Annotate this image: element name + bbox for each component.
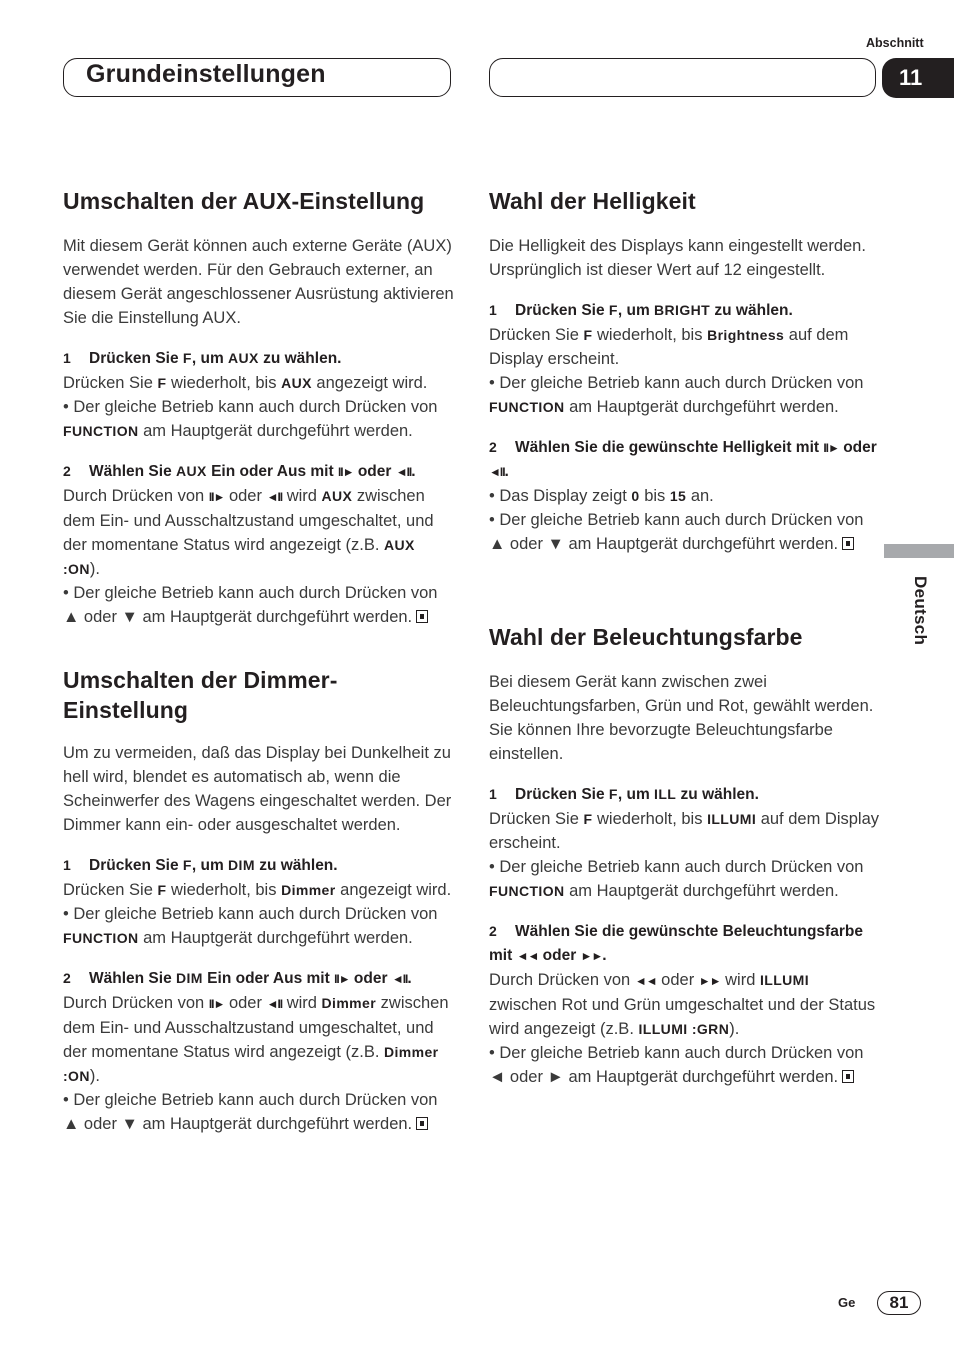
dimmer-step2-bullet: • Der gleiche Betrieb kann auch durch Drücken von ▲ oder ▼ am Hauptgerät durchgeführt werden. [63, 1091, 438, 1133]
illumination-step1-heading: 1 Drücken Sie F, um ILL zu wählen. [489, 786, 759, 803]
dimmer-step1-bullet: • Der gleiche Betrieb kann auch durch Drücken von FUNCTION am Hauptgerät durchgeführt werden. [63, 905, 438, 947]
left-column [63, 186, 455, 1136]
dimmer-step2-text: Durch Drücken von II► oder ◄II wird Dimmer zwischen dem Ein- und Ausschaltzustand umgeschaltet, und der momentane Status wird angezeigt (z.B. Dimmer :ON). [63, 994, 449, 1085]
section-number-tab [882, 58, 954, 98]
aux-heading: Umschalten der AUX-Einstellung [63, 188, 425, 214]
play-pause-left-icon: ◄II [395, 465, 412, 479]
play-pause-left-icon: ◄II [489, 465, 505, 479]
up-arrow-icon: ▲ [63, 1115, 80, 1133]
down-arrow-icon: ▼ [547, 535, 564, 553]
brightness-step1-heading: 1 Drücken Sie F, um BRIGHT zu wählen. [489, 302, 793, 319]
aux-step2-text: Durch Drücken von II► oder ◄II wird AUX zwischen dem Ein- und Ausschaltzustand umgeschaltet, und der momentane Status wird angezeigt (z.B. AUX :ON). [63, 487, 434, 578]
dimmer-heading: Umschalten der Dimmer- Einstellung [63, 667, 338, 723]
aux-step1-heading: 1 Drücken Sie F, um AUX zu wählen. [63, 350, 342, 367]
play-pause-right-icon: II► [823, 441, 839, 455]
end-mark-icon [416, 1117, 428, 1130]
section-label: Abschnitt [866, 36, 924, 50]
end-mark-icon [416, 610, 428, 623]
dimmer-step1-text: Drücken Sie F wiederholt, bis Dimmer angezeigt wird. [63, 881, 452, 899]
right-column [489, 186, 881, 1089]
play-pause-left-icon: ◄II [266, 997, 283, 1011]
illumination-step2-heading: 2 Wählen Sie die gewünschte Beleuchtungsfarbe mit ◄◄ oder ►►. [489, 923, 863, 964]
right-arrow-icon: ► [547, 1068, 564, 1086]
language-tab-marker [884, 544, 954, 558]
brightness-step2-bullet1: • Das Display zeigt 0 bis 15 an. [489, 487, 714, 505]
brightness-step2-heading: 2 Wählen Sie die gewünschte Helligkeit mit II► oder ◄II. [489, 439, 877, 480]
brightness-heading: Wahl der Helligkeit [489, 188, 696, 214]
fast-reverse-icon: ◄◄ [516, 949, 539, 963]
up-arrow-icon: ▲ [489, 535, 506, 553]
illumination-intro2: Sie können Ihre bevorzugte Beleuchtungsfarbe einstellen. [489, 721, 833, 763]
illumination-step2-bullet: • Der gleiche Betrieb kann auch durch Drücken von ◄ oder ► am Hauptgerät durchgeführt werden. [489, 1044, 864, 1086]
aux-step2-heading: 2 Wählen Sie AUX Ein oder Aus mit II► oder ◄II. [63, 463, 416, 480]
play-pause-right-icon: II► [208, 997, 225, 1011]
brightness-step1-bullet: • Der gleiche Betrieb kann auch durch Drücken von FUNCTION am Hauptgerät durchgeführt werden. [489, 374, 864, 416]
fast-reverse-icon: ◄◄ [634, 974, 657, 988]
dimmer-intro: Um zu vermeiden, daß das Display bei Dunkelheit zu hell wird, blendet es automatisch ab, wenn die Scheinwerfer des Wagens eingeschaltet werden. Der Dimmer kann ein- oder ausgeschaltet werden. [63, 744, 452, 834]
illumination-intro1: Bei diesem Gerät kann zwischen zwei Beleuchtungsfarben, Grün und Rot, gewählt werden. [489, 673, 874, 715]
play-pause-right-icon: II► [334, 972, 350, 986]
play-pause-right-icon: II► [208, 490, 225, 504]
dimmer-step2-heading: 2 Wählen Sie DIM Ein oder Aus mit II► oder ◄II. [63, 970, 412, 987]
language-tab-label: Deutsch [911, 576, 930, 646]
fast-forward-icon: ►► [580, 949, 603, 963]
dimmer-step1-heading: 1 Drücken Sie F, um DIM zu wählen. [63, 857, 338, 874]
footer-language-code: Ge [838, 1295, 856, 1310]
up-arrow-icon: ▲ [63, 608, 80, 626]
section-number: 11 [899, 65, 923, 90]
illumination-step1-text: Drücken Sie F wiederholt, bis ILLUMI auf dem Display erscheint. [489, 810, 880, 852]
brightness-step1-text: Drücken Sie F wiederholt, bis Brightness auf dem Display erscheint. [489, 326, 849, 368]
down-arrow-icon: ▼ [121, 1115, 138, 1133]
page-number: 81 [877, 1291, 921, 1315]
end-mark-icon [842, 537, 854, 550]
illumination-step2-text: Durch Drücken von ◄◄ oder ►► wird ILLUMI zwischen Rot und Grün umgeschaltet und der Status wird angezeigt (z.B. ILLUMI :GRN). [489, 971, 876, 1038]
aux-intro: Mit diesem Gerät können auch externe Geräte (AUX) verwendet werden. Für den Gebrauch externer, an diesem Gerät angeschlossener Ausrüstung aktivieren Sie die Einstellung AUX. [63, 237, 454, 327]
play-pause-left-icon: ◄II [391, 972, 408, 986]
play-pause-left-icon: ◄II [266, 490, 283, 504]
down-arrow-icon: ▼ [121, 608, 138, 626]
brightness-step2-bullet2: • Der gleiche Betrieb kann auch durch Drücken von ▲ oder ▼ am Hauptgerät durchgeführt werden. [489, 511, 864, 553]
fast-forward-icon: ►► [698, 974, 721, 988]
left-arrow-icon: ◄ [489, 1068, 506, 1086]
play-pause-right-icon: II► [337, 465, 354, 479]
aux-step2-bullet: • Der gleiche Betrieb kann auch durch Drücken von ▲ oder ▼ am Hauptgerät durchgeführt werden. [63, 584, 438, 626]
page-title: Grundeinstellungen [86, 60, 326, 88]
header-right-frame [489, 58, 876, 97]
brightness-intro: Die Helligkeit des Displays kann eingestellt werden. Ursprünglich ist dieser Wert auf 12 eingestellt. [489, 237, 866, 279]
aux-step1-bullet: • Der gleiche Betrieb kann auch durch Drücken von FUNCTION am Hauptgerät durchgeführt werden. [63, 398, 438, 440]
illumination-step1-bullet: • Der gleiche Betrieb kann auch durch Drücken von FUNCTION am Hauptgerät durchgeführt werden. [489, 858, 864, 900]
illumination-heading: Wahl der Beleuchtungsfarbe [489, 624, 803, 650]
end-mark-icon [842, 1070, 854, 1083]
aux-step1-text: Drücken Sie F wiederholt, bis AUX angezeigt wird. [63, 374, 428, 392]
